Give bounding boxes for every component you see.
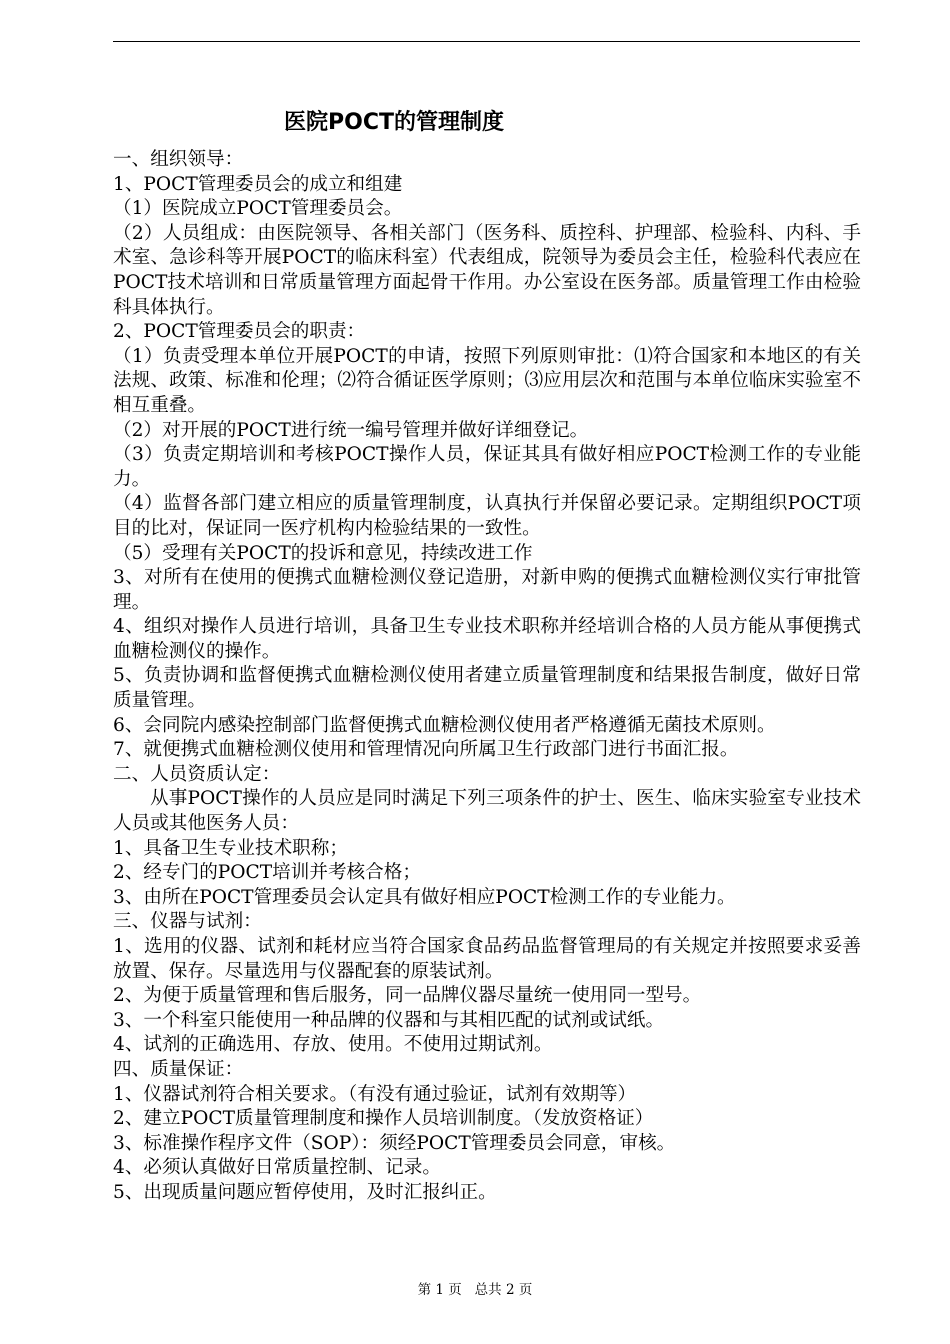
section-heading: 四、质量保证：: [113, 1058, 244, 1080]
paragraph: 4、试剂的正确选用、存放、使用。不使用过期试剂。: [113, 1034, 553, 1056]
paragraph: （1）医院成立POCT管理委员会。: [113, 198, 403, 220]
paragraph: 5、出现质量问题应暂停使用，及时汇报纠正。: [113, 1181, 497, 1203]
paragraph: （5）受理有关POCT的投诉和意见，持续改进工作: [113, 542, 533, 564]
paragraph: 3、一个科室只能使用一种品牌的仪器和与其相匹配的试剂或试纸。: [113, 1009, 665, 1031]
paragraph: （2）对开展的POCT进行统一编号管理并做好详细登记。: [113, 419, 589, 441]
section-heading: 三、仪器与试剂：: [113, 911, 262, 933]
paragraph: 2、建立POCT质量管理制度和操作人员培训制度。（发放资格证）: [113, 1108, 654, 1130]
paragraph: 4、必须认真做好日常质量控制、记录。: [113, 1157, 441, 1179]
paragraph: 7、就便携式血糖检测仪使用和管理情况向所属卫生行政部门进行书面汇报。: [113, 739, 739, 761]
document-title: 医院POCT的管理制度: [284, 110, 504, 135]
header-rule: [113, 41, 860, 42]
paragraph: 1、POCT管理委员会的成立和组建: [113, 173, 403, 195]
paragraph: （4）监督各部门建立相应的质量管理制度，认真执行并保留必要记录。定期组织POCT项目的比对，保证同一医疗机构内检验结果的一致性。: [113, 493, 861, 539]
paragraph: 1、具备卫生专业技术职称；: [113, 837, 348, 859]
page-footer: [0, 1280, 950, 1300]
paragraph: 3、标准操作程序文件（SOP）：须经POCT管理委员会同意，审核。: [113, 1132, 676, 1154]
paragraph: （3）负责定期培训和考核POCT操作人员，保证其具有做好相应POCT检测工作的专业能力。: [113, 444, 861, 490]
section-heading: 二、人员资质认定：: [113, 763, 281, 785]
paragraph: 3、由所在POCT管理委员会认定具有做好相应POCT检测工作的专业能力。: [113, 886, 736, 908]
paragraph: 1、仪器试剂符合相关要求。（有没有通过验证，试剂有效期等）: [113, 1083, 637, 1105]
page-number: 第 1 页 总共 2 页: [417, 1282, 533, 1298]
document-body: [113, 148, 861, 1206]
paragraph: 2、POCT管理委员会的职责：: [113, 321, 366, 343]
paragraph: 5、负责协调和监督便携式血糖检测仪使用者建立质量管理制度和结果报告制度，做好日常质量管理。: [113, 665, 861, 712]
paragraph: 2、经专门的POCT培训并考核合格；: [113, 862, 421, 884]
section-heading: 一、组织领导：: [113, 149, 244, 170]
paragraph: 6、会同院内感染控制部门监督便携式血糖检测仪使用者严格遵循无菌技术原则。: [113, 714, 776, 736]
paragraph: 1、选用的仪器、试剂和耗材应当符合国家食品药品监督管理局的有关规定并按照要求妥善放置、保存。尽量选用与仪器配套的原装试剂。: [113, 936, 861, 982]
paragraph: （1）负责受理本单位开展POCT的申请，按照下列原则审批：⑴符合国家和本地区的有关法规、政策、标准和伦理；⑵符合循证医学原则；⑶应用层次和范围与本单位临床实验室不相互重叠。: [113, 345, 861, 416]
paragraph: 从事POCT操作的人员应是同时满足下列三项条件的护士、医生、临床实验室专业技术人员或其他医务人员：: [113, 788, 861, 835]
paragraph: （2）人员组成：由医院领导、各相关部门（医务科、质控科、护理部、检验科、内科、手术室、急诊科等开展POCT的临床科室）代表组成，院领导为委员会主任，检验科代表应在POCT技术培训和日常质量管理方面起骨干作用。办公室设在医务部。质量管理工作由检验科具体执行。: [113, 222, 861, 318]
paragraph: 2、为便于质量管理和售后服务，同一品牌仪器尽量统一使用同一型号。: [113, 985, 702, 1007]
paragraph: 3、对所有在使用的便携式血糖检测仪登记造册，对新申购的便携式血糖检测仪实行审批管理。: [113, 567, 861, 613]
paragraph: 4、组织对操作人员进行培训，具备卫生专业技术职称并经培训合格的人员方能从事便携式血糖检测仪的操作。: [113, 616, 861, 662]
